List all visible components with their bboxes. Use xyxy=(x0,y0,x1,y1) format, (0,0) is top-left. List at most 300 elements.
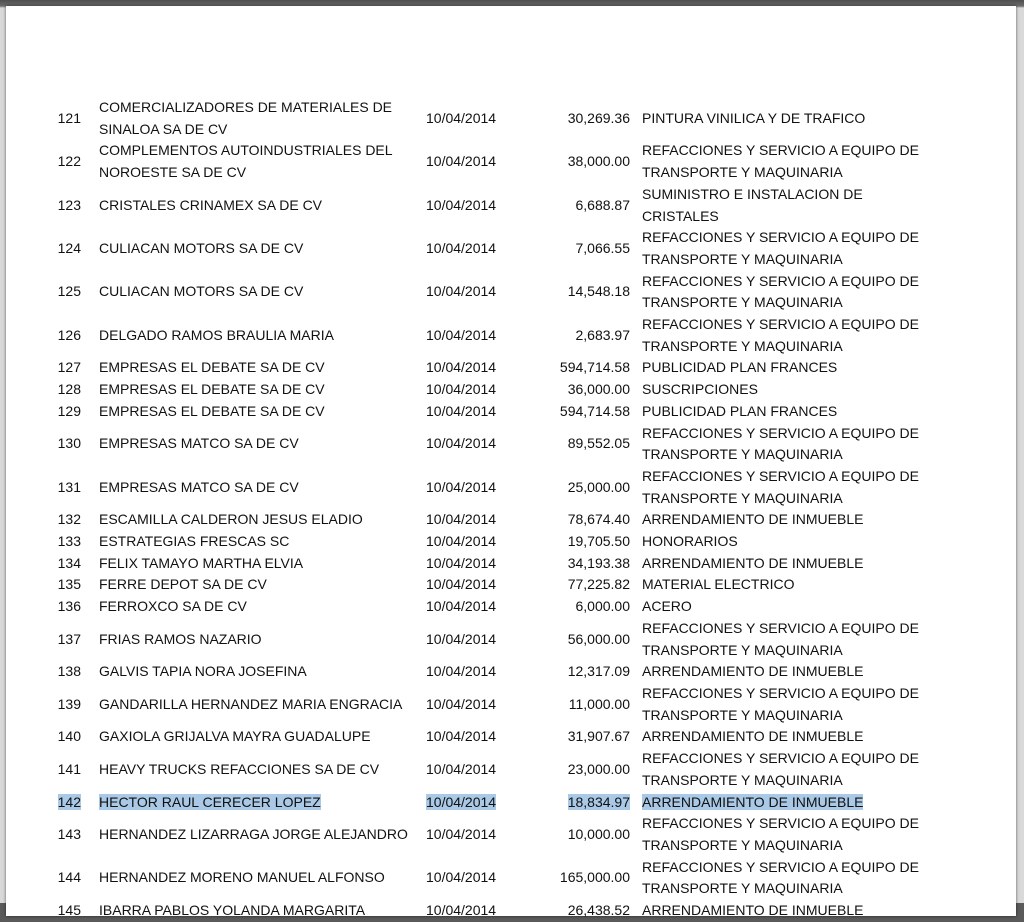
payment-amount[interactable]: 36,000.00 xyxy=(567,381,630,398)
row-number-cell xyxy=(54,900,93,922)
supplier-name-cell xyxy=(93,792,426,814)
row-number-cell xyxy=(54,509,93,531)
row-number[interactable]: 143 xyxy=(57,826,81,843)
payment-date[interactable]: 10/04/2014 xyxy=(426,826,497,843)
row-number-cell xyxy=(54,748,93,791)
spacer-cell xyxy=(630,553,640,575)
payment-amount-cell xyxy=(518,813,630,856)
supplier-name[interactable]: FELIX TAMAYO MARTHA ELVIA xyxy=(99,554,304,571)
row-number[interactable]: 134 xyxy=(57,554,81,571)
payment-date[interactable]: 10/04/2014 xyxy=(426,760,497,777)
payment-concept-cell xyxy=(640,553,934,575)
table-row[interactable] xyxy=(54,792,934,814)
payment-concept[interactable]: PUBLICIDAD PLAN FRANCES xyxy=(642,402,838,419)
payment-amount[interactable]: 30,269.36 xyxy=(567,109,630,126)
spacer-cell xyxy=(630,97,640,140)
supplier-name-cell xyxy=(93,857,426,900)
table-row[interactable] xyxy=(54,509,934,531)
row-number-cell xyxy=(54,379,93,401)
table-row[interactable] xyxy=(54,813,934,856)
payment-amount[interactable]: 10,000.00 xyxy=(567,826,630,843)
payment-amount-cell xyxy=(518,314,630,357)
payment-amount[interactable]: 78,674.40 xyxy=(567,511,630,528)
supplier-name-cell xyxy=(93,748,426,791)
table-row[interactable] xyxy=(54,97,934,140)
row-number-cell xyxy=(54,683,93,726)
row-number[interactable]: 137 xyxy=(57,630,81,647)
row-number-cell xyxy=(54,227,93,270)
table-row[interactable] xyxy=(54,683,934,726)
row-number-cell xyxy=(54,401,93,423)
payment-date-cell xyxy=(426,792,518,814)
row-number-cell xyxy=(54,184,93,227)
payment-concept[interactable]: ARRENDAMIENTO DE INMUEBLE xyxy=(642,902,864,919)
payment-amount[interactable]: 14,548.18 xyxy=(567,283,630,300)
payment-date-cell xyxy=(426,900,518,922)
table-row[interactable] xyxy=(54,618,934,661)
table-row[interactable] xyxy=(54,379,934,401)
payment-date[interactable]: 10/04/2014 xyxy=(426,554,497,571)
payment-concept-cell xyxy=(640,379,934,401)
spacer-cell xyxy=(630,792,640,814)
payment-date[interactable]: 10/04/2014 xyxy=(426,869,497,886)
row-number[interactable]: 125 xyxy=(57,283,81,300)
row-number[interactable]: 129 xyxy=(57,402,81,419)
table-row[interactable] xyxy=(54,857,934,900)
payment-concept[interactable]: REFACCIONES Y SERVICIO A EQUIPO DE TRANSPORTE Y MAQUINARIA xyxy=(642,272,919,311)
supplier-name[interactable]: COMPLEMENTOS AUTOINDUSTRIALES DEL NOROESTE SA DE CV xyxy=(99,142,393,181)
row-number-cell xyxy=(54,553,93,575)
row-number-cell xyxy=(54,140,93,183)
payment-concept[interactable]: PUBLICIDAD PLAN FRANCES xyxy=(642,359,838,376)
payment-date[interactable]: 10/04/2014 xyxy=(426,663,497,680)
pdf-page xyxy=(6,6,1016,919)
payment-concept-cell xyxy=(640,509,934,531)
spacer-cell xyxy=(630,423,640,466)
row-number[interactable]: 140 xyxy=(57,728,81,745)
table-row[interactable] xyxy=(54,423,934,466)
payment-amount-cell xyxy=(518,900,630,922)
payment-amount[interactable]: 165,000.00 xyxy=(559,869,630,886)
payment-date-cell xyxy=(426,618,518,661)
payment-amount-cell xyxy=(518,357,630,379)
payment-concept-cell xyxy=(640,748,934,791)
payment-concept-cell xyxy=(640,726,934,748)
payment-date[interactable]: 10/04/2014 xyxy=(426,240,497,257)
row-number-cell xyxy=(54,97,93,140)
payment-amount[interactable]: 11,000.00 xyxy=(568,695,630,712)
table-row[interactable] xyxy=(54,314,934,357)
row-number-cell xyxy=(54,423,93,466)
spacer-cell xyxy=(630,509,640,531)
spacer-cell xyxy=(630,857,640,900)
spacer-cell xyxy=(630,813,640,856)
supplier-name[interactable]: FERROXCO SA DE CV xyxy=(99,598,247,615)
payment-date-cell xyxy=(426,379,518,401)
row-number-cell xyxy=(54,857,93,900)
payment-amount-cell xyxy=(518,531,630,553)
payment-date[interactable]: 10/04/2014 xyxy=(426,630,497,647)
payment-amount-cell xyxy=(518,379,630,401)
spacer-cell xyxy=(630,184,640,227)
row-number-cell xyxy=(54,531,93,553)
payment-amount-cell xyxy=(518,423,630,466)
payment-amount[interactable]: 6,000.00 xyxy=(575,598,630,615)
supplier-name[interactable]: ESCAMILLA CALDERON JESUS ELADIO xyxy=(99,511,363,528)
payment-date[interactable]: 10/04/2014 xyxy=(426,326,497,343)
payment-amount[interactable]: 23,000.00 xyxy=(567,760,630,777)
payment-date[interactable]: 10/04/2014 xyxy=(426,533,497,550)
payment-date[interactable]: 10/04/2014 xyxy=(426,283,497,300)
spacer-cell xyxy=(630,227,640,270)
payment-amount-cell xyxy=(518,726,630,748)
row-number[interactable]: 131 xyxy=(57,478,81,495)
supplier-name[interactable]: FRIAS RAMOS NAZARIO xyxy=(99,630,262,647)
supplier-name[interactable]: GALVIS TAPIA NORA JOSEFINA xyxy=(99,663,307,680)
supplier-name[interactable]: ESTRATEGIAS FRESCAS SC xyxy=(99,533,290,550)
payment-date-cell xyxy=(426,423,518,466)
payment-concept[interactable]: REFACCIONES Y SERVICIO A EQUIPO DE TRANSPORTE Y MAQUINARIA xyxy=(642,467,919,506)
table-row[interactable] xyxy=(54,466,934,509)
payment-concept-cell xyxy=(640,97,934,140)
table-row[interactable] xyxy=(54,574,934,596)
supplier-payments-table xyxy=(54,97,934,922)
supplier-name-cell xyxy=(93,379,426,401)
payment-date-cell xyxy=(426,813,518,856)
payment-amount[interactable]: 2,683.97 xyxy=(575,326,630,343)
payment-date-cell xyxy=(426,466,518,509)
row-number-cell xyxy=(54,574,93,596)
payment-concept-cell xyxy=(640,423,934,466)
payment-date[interactable]: 10/04/2014 xyxy=(426,402,497,419)
row-number[interactable]: 135 xyxy=(57,576,81,593)
row-number[interactable]: 133 xyxy=(57,533,81,550)
spacer-cell xyxy=(630,140,640,183)
payment-amount-cell xyxy=(518,227,630,270)
spacer-cell xyxy=(630,531,640,553)
payment-date[interactable]: 10/04/2014 xyxy=(426,728,497,745)
payment-concept[interactable]: REFACCIONES Y SERVICIO A EQUIPO DE TRANSPORTE Y MAQUINARIA xyxy=(642,316,919,354)
supplier-name[interactable]: EMPRESAS EL DEBATE SA DE CV xyxy=(99,359,325,376)
supplier-name[interactable]: COMERCIALIZADORES DE MATERIALES DE SINALOA SA DE CV xyxy=(99,99,393,137)
payment-concept[interactable]: ARRENDAMIENTO DE INMUEBLE xyxy=(642,663,864,680)
payment-date-cell xyxy=(426,683,518,726)
supplier-name[interactable]: IBARRA PABLOS YOLANDA MARGARITA xyxy=(99,902,366,919)
payment-date-cell xyxy=(426,140,518,183)
payment-date-cell xyxy=(426,726,518,748)
spacer-cell xyxy=(630,683,640,726)
row-number[interactable]: 141 xyxy=(57,760,81,777)
supplier-name-cell xyxy=(93,466,426,509)
payment-amount-cell xyxy=(518,683,630,726)
payment-concept[interactable]: REFACCIONES Y SERVICIO A EQUIPO DE TRANSPORTE Y MAQUINARIA xyxy=(642,684,919,723)
payment-concept-cell xyxy=(640,466,934,509)
payment-amount-cell xyxy=(518,97,630,140)
supplier-name[interactable]: HERNANDEZ LIZARRAGA JORGE ALEJANDRO xyxy=(99,826,408,843)
payment-concept-cell xyxy=(640,792,934,814)
payment-date[interactable]: 10/04/2014 xyxy=(426,478,497,495)
payment-date-cell xyxy=(426,314,518,357)
supplier-name[interactable]: CULIACAN MOTORS SA DE CV xyxy=(99,283,304,300)
table-row[interactable] xyxy=(54,357,934,379)
payment-amount-cell xyxy=(518,661,630,683)
payment-amount[interactable]: 38,000.00 xyxy=(567,153,630,170)
spacer-cell xyxy=(630,596,640,618)
payment-date[interactable]: 10/04/2014 xyxy=(426,576,497,593)
spacer-cell xyxy=(630,574,640,596)
row-number-cell xyxy=(54,596,93,618)
payment-concept[interactable]: ARRENDAMIENTO DE INMUEBLE xyxy=(642,554,864,571)
payment-amount-cell xyxy=(518,792,630,814)
payment-amount[interactable]: 7,066.55 xyxy=(575,240,630,257)
payment-concept-cell xyxy=(640,661,934,683)
payment-amount-cell xyxy=(518,596,630,618)
row-number[interactable]: 122 xyxy=(57,153,81,170)
supplier-name-cell xyxy=(93,357,426,379)
payment-amount-cell xyxy=(518,466,630,509)
spacer-cell xyxy=(630,314,640,357)
supplier-name-cell xyxy=(93,314,426,357)
payment-concept[interactable]: REFACCIONES Y SERVICIO A EQUIPO DE TRANSPORTE Y MAQUINARIA xyxy=(642,750,919,788)
payment-amount[interactable]: 56,000.00 xyxy=(567,630,630,647)
table-row[interactable] xyxy=(54,726,934,748)
payment-date[interactable]: 10/04/2014 xyxy=(426,435,497,452)
row-number-cell xyxy=(54,813,93,856)
payment-concept-cell xyxy=(640,618,934,661)
row-number[interactable]: 145 xyxy=(57,902,81,919)
supplier-name-cell xyxy=(93,661,426,683)
row-number-cell xyxy=(54,618,93,661)
row-number-cell xyxy=(54,792,93,814)
supplier-name-cell xyxy=(93,553,426,575)
row-number-cell xyxy=(54,726,93,748)
payment-amount-cell xyxy=(518,140,630,183)
row-number[interactable]: 124 xyxy=(57,240,81,257)
supplier-name[interactable]: FERRE DEPOT SA DE CV xyxy=(99,576,267,593)
table-row[interactable] xyxy=(54,184,934,227)
supplier-name[interactable]: DELGADO RAMOS BRAULIA MARIA xyxy=(99,326,334,343)
supplier-name[interactable]: HERNANDEZ MORENO MANUEL ALFONSO xyxy=(99,869,385,886)
payment-concept[interactable]: REFACCIONES Y SERVICIO A EQUIPO DE TRANSPORTE Y MAQUINARIA xyxy=(642,424,919,463)
supplier-name-cell xyxy=(93,596,426,618)
table-row[interactable] xyxy=(54,401,934,423)
supplier-name-cell xyxy=(93,813,426,856)
payment-amount[interactable]: 34,193.38 xyxy=(567,554,630,571)
payment-amount-cell xyxy=(518,271,630,314)
payment-date-cell xyxy=(426,553,518,575)
payment-concept[interactable]: REFACCIONES Y SERVICIO A EQUIPO DE TRANSPORTE Y MAQUINARIA xyxy=(642,619,919,658)
supplier-name-cell xyxy=(93,227,426,270)
payment-concept-cell xyxy=(640,314,934,357)
payment-amount[interactable]: 31,907.67 xyxy=(567,728,630,745)
payment-concept-cell xyxy=(640,683,934,726)
payment-concept[interactable]: MATERIAL ELECTRICO xyxy=(642,576,795,593)
payment-amount[interactable]: 19,705.50 xyxy=(567,533,630,550)
supplier-name[interactable]: GANDARILLA HERNANDEZ MARIA ENGRACIA xyxy=(99,695,403,712)
supplier-name[interactable]: HECTOR RAUL CERECER LOPEZ xyxy=(99,793,321,810)
payment-concept-cell xyxy=(640,184,934,227)
supplier-name-cell xyxy=(93,401,426,423)
table-row[interactable] xyxy=(54,227,934,270)
payment-amount[interactable]: 6,688.87 xyxy=(575,196,630,213)
row-number[interactable]: 144 xyxy=(57,869,81,886)
supplier-name-cell xyxy=(93,184,426,227)
payment-date-cell xyxy=(426,227,518,270)
payment-concept[interactable]: SUSCRIPCIONES xyxy=(642,381,758,398)
table-row[interactable] xyxy=(54,553,934,575)
supplier-name-cell xyxy=(93,531,426,553)
supplier-name[interactable]: HEAVY TRUCKS REFACCIONES SA DE CV xyxy=(99,760,380,777)
supplier-name-cell xyxy=(93,574,426,596)
row-number-cell xyxy=(54,661,93,683)
payment-amount[interactable]: 12,317.09 xyxy=(567,663,630,680)
payment-date-cell xyxy=(426,271,518,314)
supplier-name-cell xyxy=(93,618,426,661)
payment-amount-cell xyxy=(518,748,630,791)
payment-concept-cell xyxy=(640,357,934,379)
table-row[interactable] xyxy=(54,748,934,791)
payment-amount-cell xyxy=(518,509,630,531)
spacer-cell xyxy=(630,748,640,791)
row-number[interactable]: 126 xyxy=(57,326,81,343)
payment-amount[interactable]: 18,834.97 xyxy=(567,793,630,810)
row-number[interactable]: 130 xyxy=(57,435,81,452)
payment-concept[interactable]: REFACCIONES Y SERVICIO A EQUIPO DE TRANSPORTE Y MAQUINARIA xyxy=(642,858,919,897)
payment-concept-cell xyxy=(640,140,934,183)
spacer-cell xyxy=(630,357,640,379)
payment-concept[interactable]: REFACCIONES Y SERVICIO A EQUIPO DE TRANSPORTE Y MAQUINARIA xyxy=(642,229,919,267)
payment-date-cell xyxy=(426,509,518,531)
payment-amount-cell xyxy=(518,574,630,596)
supplier-name-cell xyxy=(93,726,426,748)
table-row[interactable] xyxy=(54,661,934,683)
payment-concept-cell xyxy=(640,813,934,856)
payment-amount[interactable]: 77,225.82 xyxy=(567,576,630,593)
payment-concept[interactable]: REFACCIONES Y SERVICIO A EQUIPO DE TRANSPORTE Y MAQUINARIA xyxy=(642,142,919,181)
row-number[interactable]: 142 xyxy=(57,793,81,810)
payment-date-cell xyxy=(426,401,518,423)
supplier-name[interactable]: EMPRESAS MATCO SA DE CV xyxy=(99,435,299,452)
row-number[interactable]: 121 xyxy=(57,109,81,126)
supplier-name[interactable]: EMPRESAS EL DEBATE SA DE CV xyxy=(99,381,325,398)
table-body xyxy=(54,97,934,922)
row-number[interactable]: 138 xyxy=(57,663,81,680)
row-number[interactable]: 139 xyxy=(57,695,81,712)
spacer-cell xyxy=(630,726,640,748)
payment-concept[interactable]: ARRENDAMIENTO DE INMUEBLE xyxy=(642,511,864,528)
payment-concept-cell xyxy=(640,227,934,270)
spacer-cell xyxy=(630,900,640,922)
payment-amount-cell xyxy=(518,553,630,575)
payment-date[interactable]: 10/04/2014 xyxy=(426,695,497,712)
supplier-name-cell xyxy=(93,900,426,922)
supplier-name[interactable]: CRISTALES CRINAMEX SA DE CV xyxy=(99,196,323,213)
row-number[interactable]: 132 xyxy=(57,511,81,528)
table-row[interactable] xyxy=(54,271,934,314)
payment-date-cell xyxy=(426,97,518,140)
payment-date-cell xyxy=(426,748,518,791)
payment-date-cell xyxy=(426,857,518,900)
spacer-cell xyxy=(630,466,640,509)
row-number[interactable]: 136 xyxy=(57,598,81,615)
payment-concept[interactable]: ARRENDAMIENTO DE INMUEBLE xyxy=(642,793,864,810)
payment-concept[interactable]: REFACCIONES Y SERVICIO A EQUIPO DE TRANSPORTE Y MAQUINARIA xyxy=(642,815,919,853)
supplier-name-cell xyxy=(93,423,426,466)
payment-amount[interactable]: 25,000.00 xyxy=(567,478,630,495)
payment-date[interactable]: 10/04/2014 xyxy=(426,109,497,126)
payment-date[interactable]: 10/04/2014 xyxy=(426,381,497,398)
payment-concept[interactable]: ACERO xyxy=(642,598,692,615)
spacer-cell xyxy=(630,618,640,661)
supplier-name-cell xyxy=(93,683,426,726)
table-row[interactable] xyxy=(54,900,934,922)
payment-date[interactable]: 10/04/2014 xyxy=(426,511,497,528)
payment-concept-cell xyxy=(640,401,934,423)
row-number[interactable]: 128 xyxy=(57,381,81,398)
supplier-name[interactable]: CULIACAN MOTORS SA DE CV xyxy=(99,240,304,257)
payment-concept-cell xyxy=(640,574,934,596)
payment-date-cell xyxy=(426,357,518,379)
spacer-cell xyxy=(630,271,640,314)
payment-date-cell xyxy=(426,661,518,683)
payment-amount[interactable]: 594,714.58 xyxy=(559,402,630,419)
supplier-name[interactable]: GAXIOLA GRIJALVA MAYRA GUADALUPE xyxy=(99,728,371,745)
payment-date[interactable]: 10/04/2014 xyxy=(426,359,497,376)
payment-concept[interactable]: HONORARIOS xyxy=(642,533,738,550)
supplier-name-cell xyxy=(93,140,426,183)
payment-concept-cell xyxy=(640,857,934,900)
row-number[interactable]: 123 xyxy=(57,196,81,213)
table-row[interactable] xyxy=(54,140,934,183)
row-number-cell xyxy=(54,466,93,509)
payment-concept-cell xyxy=(640,531,934,553)
spacer-cell xyxy=(630,379,640,401)
row-number-cell xyxy=(54,271,93,314)
row-number-cell xyxy=(54,357,93,379)
payment-date[interactable]: 10/04/2014 xyxy=(426,153,497,170)
payment-date[interactable]: 10/04/2014 xyxy=(426,793,497,810)
table-row[interactable] xyxy=(54,596,934,618)
supplier-name-cell xyxy=(93,97,426,140)
payment-amount[interactable]: 594,714.58 xyxy=(559,359,630,376)
payment-date-cell xyxy=(426,531,518,553)
payment-date[interactable]: 10/04/2014 xyxy=(426,902,497,919)
payment-date-cell xyxy=(426,596,518,618)
payment-date-cell xyxy=(426,574,518,596)
payment-concept[interactable]: SUMINISTRO E INSTALACION DE CRISTALES xyxy=(642,185,863,224)
payment-amount-cell xyxy=(518,857,630,900)
supplier-name[interactable]: EMPRESAS MATCO SA DE CV xyxy=(99,478,299,495)
payment-date[interactable]: 10/04/2014 xyxy=(426,196,497,213)
payment-amount[interactable]: 26,438.52 xyxy=(567,902,630,919)
payment-amount-cell xyxy=(518,618,630,661)
payment-concept-cell xyxy=(640,271,934,314)
payment-amount[interactable]: 89,552.05 xyxy=(567,435,630,452)
table-row[interactable] xyxy=(54,531,934,553)
spacer-cell xyxy=(630,401,640,423)
payment-concept[interactable]: PINTURA VINILICA Y DE TRAFICO xyxy=(642,109,866,126)
supplier-name-cell xyxy=(93,271,426,314)
payment-date[interactable]: 10/04/2014 xyxy=(426,598,497,615)
spacer-cell xyxy=(630,661,640,683)
supplier-name-cell xyxy=(93,509,426,531)
payment-amount-cell xyxy=(518,401,630,423)
row-number-cell xyxy=(54,314,93,357)
row-number[interactable]: 127 xyxy=(57,359,81,376)
payment-date-cell xyxy=(426,184,518,227)
supplier-name[interactable]: EMPRESAS EL DEBATE SA DE CV xyxy=(99,402,325,419)
payment-concept[interactable]: ARRENDAMIENTO DE INMUEBLE xyxy=(642,728,864,745)
